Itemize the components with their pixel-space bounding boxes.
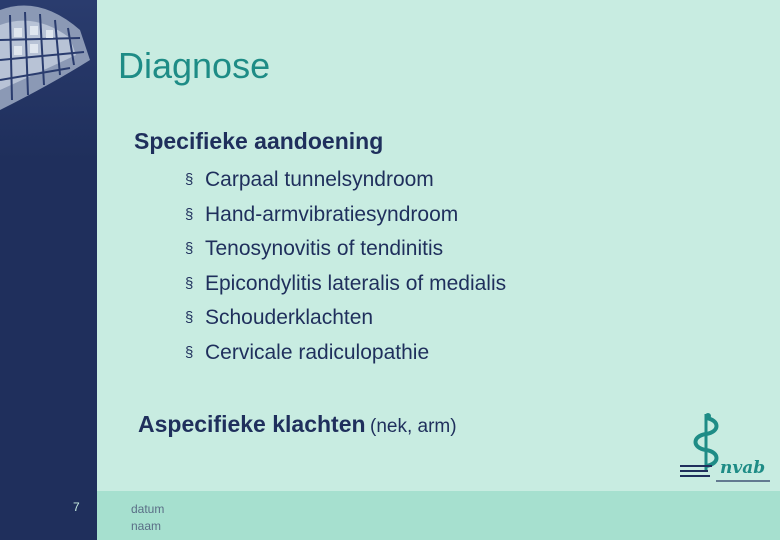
bullet-marker: § [185,240,194,258]
footer-name: naam [131,519,162,533]
subheading [138,408,457,444]
bullet-item [185,336,506,371]
bullet-item [185,163,506,198]
bullet-text: Epicondylitis lateralis of medialis [205,271,507,295]
bullet-text: Schouderklachten [205,306,374,330]
building-photo [0,0,97,160]
subheading-aside: (nek, arm) [370,416,457,437]
logo-tagline [716,480,770,482]
slide-title: Diagnose [118,45,271,86]
footer-bar [97,491,780,540]
bullet-marker: § [185,205,194,223]
nvab-logo [672,410,772,490]
logo-wordmark: nvab [720,458,766,478]
bullet-marker: § [185,171,194,188]
bullet-marker: § [185,343,194,361]
bullet-text: Tenosynovitis of tendinitis [205,237,444,261]
section-heading: Specifieke aandoening [134,128,384,154]
bullet-item [185,301,506,336]
page-number: 7 [73,500,80,514]
bullet-marker: § [185,309,194,327]
bullet-marker: § [185,274,194,292]
bullet-item [185,198,506,233]
bullet-item [185,232,506,267]
bullet-text: Hand-armvibratiesyndroom [205,202,459,226]
bullet-text: Carpaal tunnelsyndroom [205,168,434,191]
logo-small-text [678,463,714,481]
subheading-main: Aspecifieke klachten [138,411,366,437]
sidebar [0,0,97,540]
footer-date: datum [131,502,165,516]
bullet-text: Cervicale radiculopathie [205,340,430,364]
bullet-list [185,163,506,371]
bullet-item [185,267,506,302]
